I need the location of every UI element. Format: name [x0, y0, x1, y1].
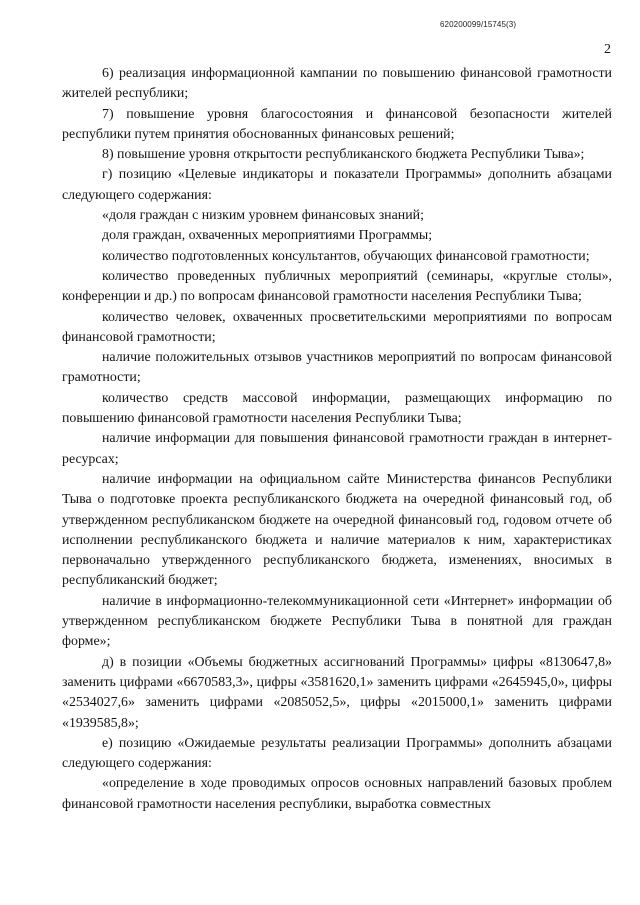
paragraph-indicator-3: количество подготовленных консультантов, обучающих финансовой грамотности;: [102, 248, 590, 264]
paragraph-indicator-4: количество проведенных публичных мероприятий (семинары, «круглые столы», конференции и др.) по вопросам финансовой грамотности населения Республики Тыва;: [62, 268, 612, 305]
paragraph-item-8: 8) повышение уровня открытости республиканского бюджета Республики Тыва»;: [102, 147, 585, 163]
paragraph-indicator-8: наличие информации для повышения финансовой грамотности граждан в интернет-ресурсах;: [62, 431, 612, 467]
document-id: 620200099/15745(3): [440, 20, 517, 29]
paragraph-indicator-10: наличие в информационно-телекоммуникационной сети «Интернет» информации об утвержденном республиканском бюджете Республики Тыва в понятной для граждан форме»;: [62, 593, 612, 650]
paragraph-position-d: д) в позиции «Объемы бюджетных ассигнований Программы» цифры «8130647,8» заменить цифрами «6670583,3», цифры «3581620,1» заменить цифрами «2645945,0», цифры «2534027,6» заменить цифрами «2085052,5», цифры «2015000,1» заменить цифрами «1939585,8»;: [62, 654, 612, 731]
paragraph-result-1: «определение в ходе проводимых опросов основных направлений базовых проблем финансовой грамотности населения республики, выработка совместных: [62, 776, 612, 812]
paragraph-indicator-7: количество средств массовой информации, размещающих информацию по повышению финансовой грамотности населения Республики Тыва;: [62, 390, 612, 427]
paragraph-position-e: е) позицию «Ожидаемые результаты реализации Программы» дополнить абзацами следующего содержания:: [62, 735, 612, 772]
document-body: [62, 64, 612, 815]
page-number: 2: [604, 42, 611, 57]
paragraph-indicator-6: наличие положительных отзывов участников мероприятий по вопросам финансовой грамотности;: [62, 350, 612, 386]
paragraph-indicator-5: количество человек, охваченных просветительскими мероприятиями по вопросам финансовой грамотности;: [62, 309, 612, 345]
paragraph-item-6: 6) реализация информационной кампании по повышению финансовой грамотности жителей республики;: [62, 66, 612, 102]
paragraph-position-g: г) позицию «Целевые индикаторы и показатели Программы» дополнить абзацами следующего содержания:: [62, 167, 612, 203]
paragraph-indicator-9: наличие информации на официальном сайте Министерства финансов Республики Тыва о подготовке проекта республиканского бюджета на очередной финансовый год, об утвержденном республиканском бюджете на очередной финансовый год, годовом отчете об исполнении республиканского бюджета и наличие материалов к ним, характеристиках первоначально утвержденного республиканского бюджета, изменениях, вносимых в республиканский бюджет;: [62, 471, 612, 589]
paragraph-item-7: 7) повышение уровня благосостояния и финансовой безопасности жителей республики путем принятия обоснованных финансовых решений;: [62, 106, 612, 142]
paragraph-indicator-1: «доля граждан с низким уровнем финансовых знаний;: [102, 208, 424, 224]
paragraph-indicator-2: доля граждан, охваченных мероприятиями Программы;: [102, 228, 433, 244]
